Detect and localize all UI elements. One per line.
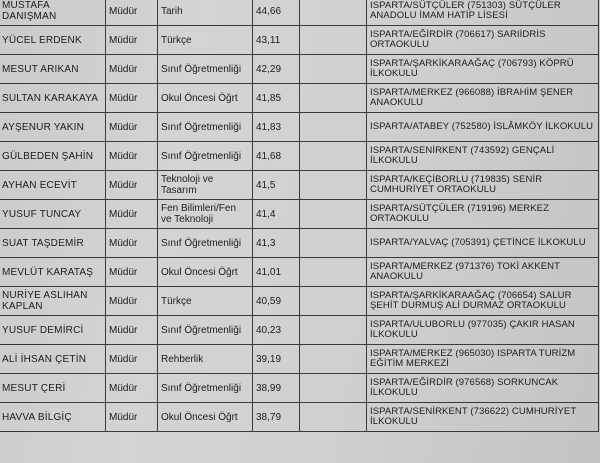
score-cell: 38,79 (253, 403, 300, 432)
table-row (0, 403, 599, 432)
name-cell: NURİYE ASLIHAN KAPLAN (0, 287, 106, 316)
table-row (0, 229, 599, 258)
unit-cell: ISPARTA/ŞARKİKARAAĞAÇ (706793) KÖPRÜ İLKOKULU (367, 55, 599, 84)
score-cell: 40,59 (253, 287, 300, 316)
title-cell: Müdür (106, 374, 158, 403)
table-row (0, 142, 599, 171)
score-cell: 41,3 (253, 229, 300, 258)
table-row (0, 316, 599, 345)
title-cell: Müdür (106, 229, 158, 258)
title-cell: Müdür (106, 345, 158, 374)
branch-cell: Teknoloji ve Tasarım (158, 171, 253, 200)
name-cell: MUSTAFA DANIŞMAN (0, 0, 106, 26)
title-cell: Müdür (106, 200, 158, 229)
title-cell: Müdür (106, 55, 158, 84)
name-cell: SUAT TAŞDEMİR (0, 229, 106, 258)
empty-cell (300, 113, 367, 142)
branch-cell: Türkçe (158, 287, 253, 316)
branch-cell: Okul Öncesi Öğrt (158, 258, 253, 287)
title-cell: Müdür (106, 258, 158, 287)
name-cell: MESUT ARIKAN (0, 55, 106, 84)
empty-cell (300, 403, 367, 432)
empty-cell (300, 0, 367, 26)
unit-cell: ISPARTA/EĞİRDİR (706617) SARIİDRİS ORTAOKULU (367, 26, 599, 55)
unit-cell: ISPARTA/YALVAÇ (705391) ÇETİNCE İLKOKULU (367, 229, 599, 258)
title-cell: Müdür (106, 84, 158, 113)
empty-cell (300, 229, 367, 258)
table-row (0, 287, 599, 316)
empty-cell (300, 374, 367, 403)
unit-cell: ISPARTA/SENİRKENT (736622) CUMHURİYET İLKOKULU (367, 403, 599, 432)
score-cell: 43,11 (253, 26, 300, 55)
title-cell: Müdür (106, 26, 158, 55)
table-row (0, 26, 599, 55)
title-cell: Müdür (106, 403, 158, 432)
score-cell: 44,66 (253, 0, 300, 26)
empty-cell (300, 171, 367, 200)
score-cell: 41,4 (253, 200, 300, 229)
unit-cell: ISPARTA/MERKEZ (965030) ISPARTA TURİZM EĞİTİM MERKEZİ (367, 345, 599, 374)
branch-cell: Sınıf Öğretmenliği (158, 113, 253, 142)
score-cell: 41,68 (253, 142, 300, 171)
empty-cell (300, 200, 367, 229)
branch-cell: Sınıf Öğretmenliği (158, 316, 253, 345)
title-cell: Müdür (106, 142, 158, 171)
table-row (0, 84, 599, 113)
empty-cell (300, 316, 367, 345)
title-cell: Müdür (106, 316, 158, 345)
table-row (0, 171, 599, 200)
empty-cell (300, 142, 367, 171)
title-cell: Müdür (106, 113, 158, 142)
name-cell: AYŞENUR YAKIN (0, 113, 106, 142)
table-row (0, 0, 599, 26)
name-cell: YUSUF DEMİRCİ (0, 316, 106, 345)
unit-cell: ISPARTA/SENİRKENT (743592) GENÇALİ İLKOKULU (367, 142, 599, 171)
table-row (0, 113, 599, 142)
branch-cell: Sınıf Öğretmenliği (158, 229, 253, 258)
unit-cell: ISPARTA/ULUBORLU (977035) ÇAKIR HASAN İLKOKULU (367, 316, 599, 345)
empty-cell (300, 258, 367, 287)
branch-cell: Sınıf Öğretmenliği (158, 142, 253, 171)
unit-cell: ISPARTA/MERKEZ (971376) TOKİ AKKENT ANAOKULU (367, 258, 599, 287)
empty-cell (300, 287, 367, 316)
table-row (0, 200, 599, 229)
branch-cell: Tarih (158, 0, 253, 26)
unit-cell: ISPARTA/ATABEY (752580) İSLÂMKÖY İLKOKULU (367, 113, 599, 142)
name-cell: AYHAN ECEVİT (0, 171, 106, 200)
unit-cell: ISPARTA/EĞİRDİR (976568) SORKUNCAK İLKOKULU (367, 374, 599, 403)
unit-cell: ISPARTA/SÜTÇÜLER (751303) SÜTÇÜLER ANADOLU İMAM HATİP LİSESİ (367, 0, 599, 26)
table-row (0, 345, 599, 374)
title-cell: Müdür (106, 171, 158, 200)
score-cell: 41,83 (253, 113, 300, 142)
unit-cell: ISPARTA/MERKEZ (966088) İBRAHİM ŞENER ANAOKULU (367, 84, 599, 113)
branch-cell: Okul Öncesi Öğrt (158, 403, 253, 432)
unit-cell: ISPARTA/ŞARKİKARAAĞAÇ (706654) SALUR ŞEHİT DURMUŞ ALİ DURMAZ ORTAOKULU (367, 287, 599, 316)
score-cell: 42,29 (253, 55, 300, 84)
branch-cell: Türkçe (158, 26, 253, 55)
branch-cell: Okul Öncesi Öğrt (158, 84, 253, 113)
score-cell: 39,19 (253, 345, 300, 374)
table-row (0, 258, 599, 287)
score-cell: 41,5 (253, 171, 300, 200)
table-row (0, 55, 599, 84)
unit-cell: ISPARTA/SÜTÇÜLER (719196) MERKEZ ORTAOKULU (367, 200, 599, 229)
branch-cell: Fen Bilimleri/Fen ve Teknoloji (158, 200, 253, 229)
name-cell: GÜLBEDEN ŞAHİN (0, 142, 106, 171)
empty-cell (300, 345, 367, 374)
score-cell: 40,23 (253, 316, 300, 345)
branch-cell: Sınıf Öğretmenliği (158, 374, 253, 403)
branch-cell: Rehberlik (158, 345, 253, 374)
score-cell: 41,01 (253, 258, 300, 287)
score-cell: 38,99 (253, 374, 300, 403)
name-cell: HAVVA BİLGİÇ (0, 403, 106, 432)
score-cell: 41,85 (253, 84, 300, 113)
unit-cell: ISPARTA/KEÇİBORLU (719835) SENİR CUMHURİYET ORTAOKULU (367, 171, 599, 200)
branch-cell: Sınıf Öğretmenliği (158, 55, 253, 84)
name-cell: YÜCEL ERDENK (0, 26, 106, 55)
name-cell: MEVLÜT KARATAŞ (0, 258, 106, 287)
name-cell: YUSUF TUNCAY (0, 200, 106, 229)
empty-cell (300, 26, 367, 55)
name-cell: SULTAN KARAKAYA (0, 84, 106, 113)
name-cell: MESUT ÇERİ (0, 374, 106, 403)
table-row (0, 374, 599, 403)
title-cell: Müdür (106, 0, 158, 26)
empty-cell (300, 84, 367, 113)
title-cell: Müdür (106, 287, 158, 316)
name-cell: ALİ İHSAN ÇETİN (0, 345, 106, 374)
empty-cell (300, 55, 367, 84)
